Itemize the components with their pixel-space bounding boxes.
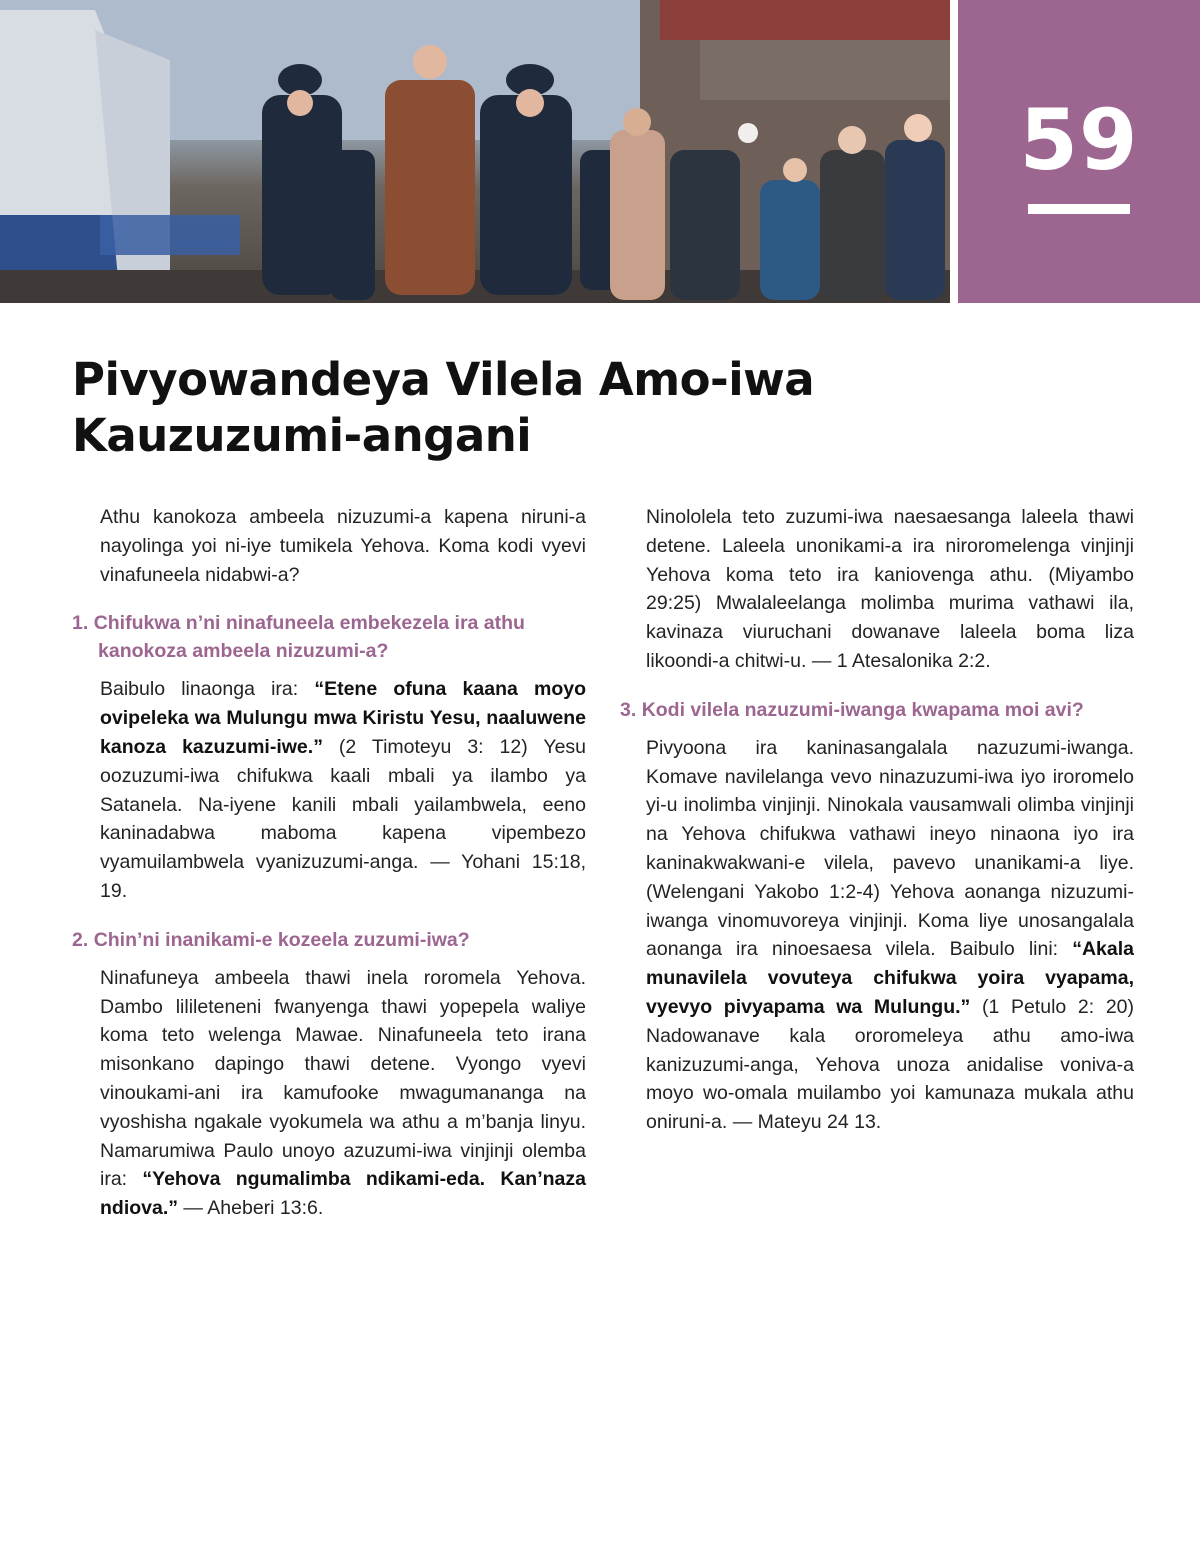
answer-3 — [646, 734, 1134, 1137]
left-column — [72, 503, 586, 1223]
question-3 — [620, 696, 1134, 724]
question-2 — [72, 926, 586, 954]
answer-2-rest: — Aheberi 13:6. — [178, 1197, 324, 1220]
answer-2-quote: “Yehova ngumalimba ndikami-eda. Kan’naza ndiova.” — [100, 1168, 586, 1220]
header-photo — [0, 0, 950, 303]
answer-3-rest: (1 Petulo 2: 20) Nadowanave kala ororomeleya athu amo-iwa kanizuzumi-anga, Yehova unoza anidalise voniva-a moyo wo-omala muilambo yoi kamunaza mukala athu oniruni-a. — Mateyu 24 13. — [646, 995, 1135, 1134]
question-2-number: 2. — [72, 928, 89, 951]
intro-paragraph: Athu kanokoza ambeela nizuzumi-a kapena niruni-a nayolinga yoi ni-iye tumikela Yehova. Koma kodi vyevi vinafuneela nidabwi-a? — [100, 506, 586, 586]
right-column — [620, 503, 1134, 1137]
answer-1-rest: (2 Timoteyu 3: 12) Yesu oozuzumi-iwa chifukwa kaali mbali ya ilambo ya Satanela. Na-iyene kanili mbali yailambwela, eeno kaninadabwa maboma kapena vipembezo vyamuilambwela vyanizuzumi-anga. — Yohani 15:18, 19. — [100, 735, 587, 902]
answer-2-intro: Ninafuneya ambeela thawi inela roromela Yehova. Dambo lilileteneni fwanyenga thawi yopepela waliye koma teto welenga Mawae. Ninafuneela teto irana misonkano dapingo thawi detene. Vyongo vyevi vinoukami-ani ira kamufooke mwagumananga na vyoshisha ngakale vyokumela wa athu a m’banja linyu. Namarumiwa Paulo unoyo azuzumi-iwa vinjinji olemba ira: — [100, 966, 586, 1191]
answer-3-quote: “Akala munavilela vovuteya chifukwa yoira vyapama, vyevyo pivyapama wa Mulungu.” — [646, 938, 1134, 1018]
question-3-number: 3. — [620, 698, 637, 721]
lesson-number-box — [958, 0, 1200, 303]
page-title-line-1: Pivyowandeya Vilela Amo-iwa — [72, 353, 815, 406]
photo-illustration — [0, 0, 950, 303]
question-2-text: Chin’ni inanikami-e kozeela zuzumi-iwa? — [93, 928, 470, 951]
answer-1-quote: “Etene ofuna kaana moyo ovipeleka wa Mulungu mwa Kiristu Yesu, naaluwene kanoza kazuzumi-iwe.” — [100, 678, 586, 758]
page-title — [72, 352, 972, 464]
question-1-number: 1. — [72, 612, 89, 635]
answer-3-intro: Pivyoona ira kaninasangalala nazuzumi-iwanga. Komave navilelanga vevo ninazuzumi-iwa iyo iroromelo yi-u inolimba vinjinji. Ninokala vausamwali olimba vinjinji na Yehova chifukwa vathawi ineyo ninaona iyo ira kaninakwakwani-e vilela, pavevo unanikami-a liye. (Welengani Yakobo 1:2-4) Yehova aonanga nizuzumi-iwanga vinomuvoreya vinjinji. Koma liye unosangalala aonanga ira ninoesaesa vilela. Baibulo lini: — [646, 736, 1134, 961]
question-3-text: Kodi vilela nazuzumi-iwanga kwapama moi avi? — [641, 698, 1084, 721]
answer-1 — [100, 675, 586, 905]
answer-2 — [100, 964, 586, 1223]
answer-2-continued: Ninololela teto zuzumi-iwa naesaesanga laleela thawi detene. Laleela unonikami-a ira niroromelenga vinjinji Yehova koma teto ira kaniovenga athu. (Miyambo 29:25) Mwalaleelanga molimba murima vathawi ila, kavinaza viuruchani dowanave laleela boma liza likoondi-a chitwi-u. — 1 Atesalonika 2:2. — [646, 506, 1134, 672]
lesson-number: 59 — [1019, 91, 1139, 189]
page-title-line-2: Kauzuzumi-angani — [72, 409, 532, 462]
answer-1-intro: Baibulo linaonga ira: — [100, 678, 315, 701]
lesson-number-underline — [1028, 204, 1130, 214]
question-1-text: Chifukwa n’ni ninafuneela embekezela ira athu kanokoza ambeela nizuzumi-a? — [93, 612, 525, 663]
question-1 — [72, 609, 586, 665]
